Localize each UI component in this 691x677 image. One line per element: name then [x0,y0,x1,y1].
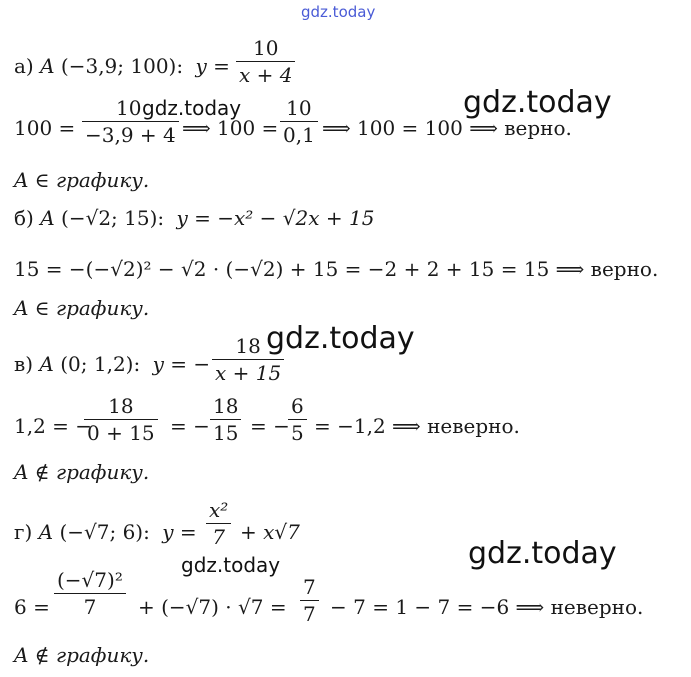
part-d-header [14,522,197,542]
watermark: gdz.today [266,321,415,356]
numerator: (−√7)² [57,568,123,592]
calc-middle: + (−√7) · √7 = [138,595,287,619]
watermark-top: gdz.today [301,3,376,21]
calc-eq-1: = − [170,414,210,438]
calc-conclusion: ⟹ 100 = 100 ⟹ верно. [322,116,572,140]
numerator: 10 [253,36,279,60]
numerator-visible: 10 [116,96,142,120]
point-name: A [40,54,55,78]
calc-lhs: 6 = [14,595,50,619]
denominator: 0,1 [280,121,318,145]
watermark-small: gdz.today [142,96,242,120]
calc-conclusion: = −1,2 ⟹ неверно. [314,414,520,438]
result-line: A ∉ графику. [14,643,150,667]
denominator: x + 4 [236,61,295,85]
point-name: A [40,206,55,230]
part-label: в) [14,352,34,376]
numerator: x² [209,498,229,522]
denominator: 7 [206,523,231,547]
denominator: x + 15 [212,359,284,383]
point-name: A [38,520,54,544]
point-coords: (−√2; 15): [61,206,165,230]
part-label: а) [14,54,34,78]
fraction-calc-2 [210,396,241,443]
calc-lhs: 100 = [14,116,76,140]
fraction-calc-2 [280,98,318,145]
calc-implies: ⟹ 100 = [182,116,279,140]
part-c-header [14,354,210,374]
watermark: gdz.today [463,85,612,120]
watermark-small: gdz.today [181,553,281,577]
function-tail: + x√7 [240,520,300,544]
fraction-calc-1 [54,570,126,617]
part-a-header [14,56,230,76]
calc-conclusion: − 7 = 1 − 7 = −6 ⟹ неверно. [330,595,644,619]
denominator: 7 [300,600,319,624]
result-line: A ∈ графику. [14,168,150,192]
point-coords: (−√7; 6): [59,520,150,544]
part-b-header [14,208,374,228]
numerator: 6 [291,394,304,418]
calc-eq-2: = − [250,414,290,438]
numerator: 18 [235,334,261,358]
fraction-calc-2 [300,577,319,624]
fraction-function [236,38,295,85]
result-line: A ∉ графику. [14,460,150,484]
point-coords: (0; 1,2): [60,352,141,376]
numerator: 7 [303,575,316,599]
calc-line: 15 = −(−√2)² − √2 · (−√2) + 15 = −2 + 2 + 15 = 15 ⟹ верно. [14,257,659,281]
numerator: 10 [286,96,312,120]
fraction-function [206,500,231,547]
part-label: г) [14,520,33,544]
fraction-calc-1 [84,396,158,443]
denominator: 5 [288,419,307,443]
result-line: A ∈ графику. [14,296,150,320]
point-coords: (−3,9; 100): [60,54,184,78]
denominator: 7 [54,593,126,617]
denominator: −3,9 + 4 [82,121,179,145]
numerator: 18 [213,394,239,418]
function-lhs: y = − [152,352,211,376]
fraction-function [212,336,284,383]
fraction-calc-3 [288,396,307,443]
point-name: A [39,352,54,376]
watermark: gdz.today [468,536,617,571]
denominator: 15 [210,419,241,443]
function-lhs: y = [162,520,197,544]
function: y = −x² − √2x + 15 [176,206,375,230]
function-lhs: y = [195,54,230,78]
calc-lhs: 1,2 = − [14,414,93,438]
numerator: 18 [108,394,134,418]
part-label: б) [14,206,34,230]
denominator: 0 + 15 [84,419,158,443]
